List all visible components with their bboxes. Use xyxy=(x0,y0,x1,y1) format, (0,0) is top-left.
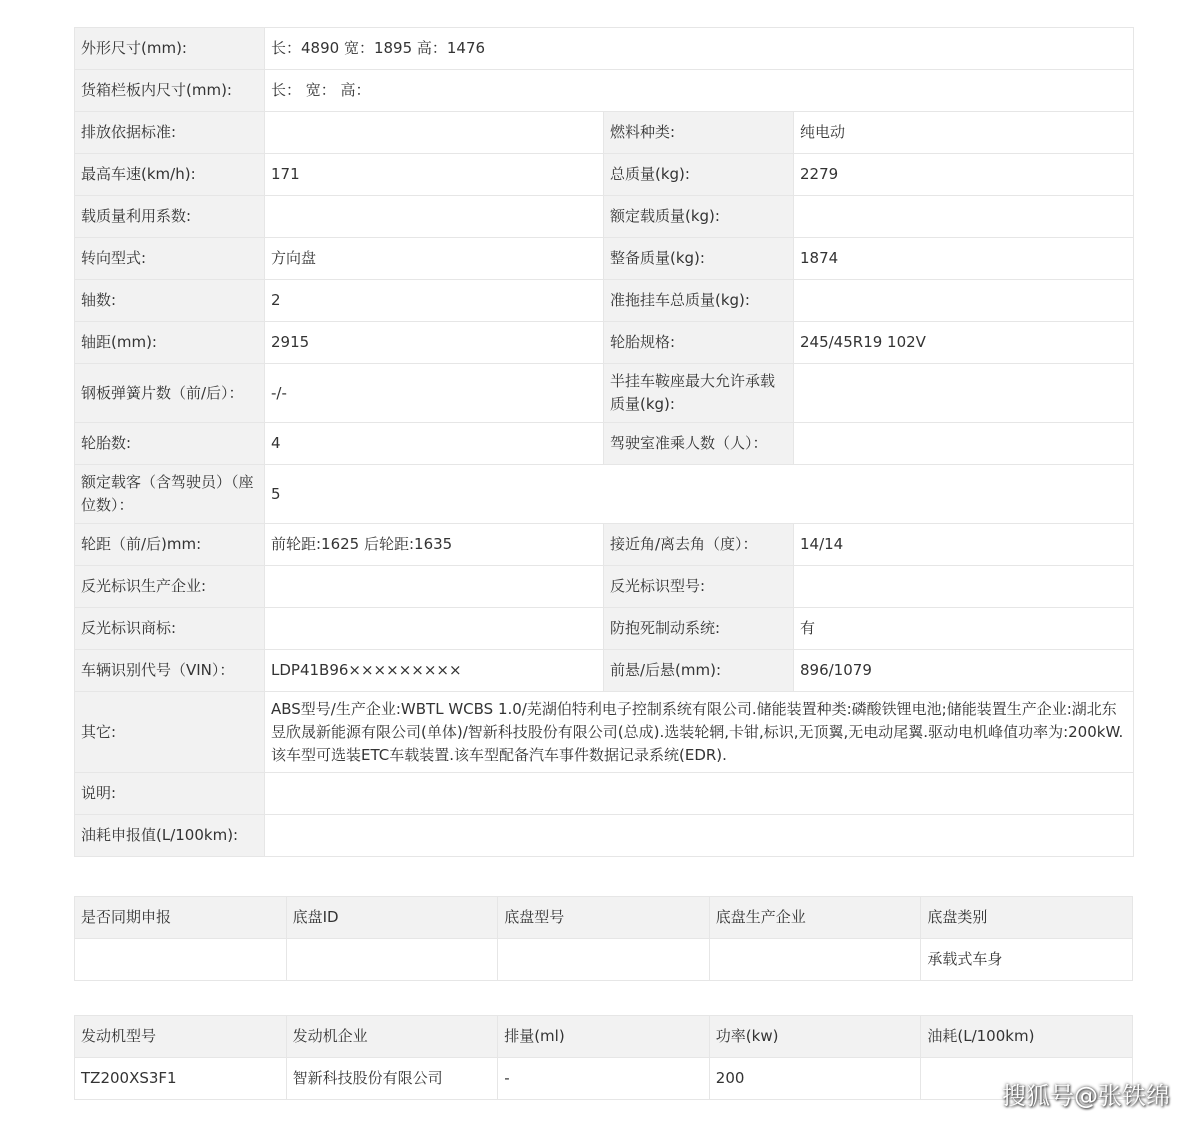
spec-value xyxy=(794,196,1134,238)
spec-row xyxy=(75,815,1134,857)
spec-value: 长： 宽： 高： xyxy=(265,70,1134,112)
spec-row xyxy=(75,524,1134,566)
spec-row xyxy=(75,70,1134,112)
spec-value: -/- xyxy=(265,364,604,423)
chassis-cell xyxy=(75,939,287,981)
chassis-cell: 承载式车身 xyxy=(921,939,1133,981)
chassis-cell xyxy=(709,939,921,981)
spec-value: 14/14 xyxy=(794,524,1134,566)
spec-value xyxy=(265,608,604,650)
spec-value: 2 xyxy=(265,280,604,322)
spec-label: 轮距（前/后)mm: xyxy=(75,524,265,566)
spec-label: 货箱栏板内尺寸(mm): xyxy=(75,70,265,112)
spec-row xyxy=(75,566,1134,608)
spec-label: 其它: xyxy=(75,692,265,773)
chassis-header-row xyxy=(75,897,1133,939)
spec-value: 1874 xyxy=(794,238,1134,280)
spec-value xyxy=(265,815,1134,857)
spec-label: 额定载质量(kg): xyxy=(604,196,794,238)
spec-value: 纯电动 xyxy=(794,112,1134,154)
spec-row xyxy=(75,280,1134,322)
spec-row xyxy=(75,238,1134,280)
engine-table xyxy=(74,1015,1133,1100)
spec-label: 反光标识型号: xyxy=(604,566,794,608)
spec-row xyxy=(75,196,1134,238)
spec-label: 轴数: xyxy=(75,280,265,322)
spec-value: 245/45R19 102V xyxy=(794,322,1134,364)
spec-value xyxy=(794,280,1134,322)
engine-data-row xyxy=(75,1058,1133,1100)
spec-value: LDP41B96××××××××× xyxy=(265,650,604,692)
engine-header-cell: 功率(kw) xyxy=(709,1016,921,1058)
spec-value xyxy=(265,196,604,238)
spec-value xyxy=(794,566,1134,608)
spec-row xyxy=(75,322,1134,364)
spec-label: 整备质量(kg): xyxy=(604,238,794,280)
spec-value: 有 xyxy=(794,608,1134,650)
spec-value: 171 xyxy=(265,154,604,196)
spec-label: 额定载客（含驾驶员）（座位数）： xyxy=(75,465,265,524)
spec-row xyxy=(75,154,1134,196)
spec-row xyxy=(75,364,1134,423)
spec-label: 载质量利用系数: xyxy=(75,196,265,238)
spec-value xyxy=(794,364,1134,423)
spec-value: 方向盘 xyxy=(265,238,604,280)
spec-value: 长：4890 宽：1895 高：1476 xyxy=(265,28,1134,70)
spec-label: 反光标识生产企业: xyxy=(75,566,265,608)
spec-label: 驾驶室准乘人数（人）： xyxy=(604,423,794,465)
spec-value xyxy=(265,773,1134,815)
spec-label: 外形尺寸(mm): xyxy=(75,28,265,70)
spec-label: 准拖挂车总质量(kg): xyxy=(604,280,794,322)
spec-label: 钢板弹簧片数（前/后）： xyxy=(75,364,265,423)
spec-label: 说明: xyxy=(75,773,265,815)
spec-label: 转向型式: xyxy=(75,238,265,280)
spec-value xyxy=(265,112,604,154)
spec-value: 2279 xyxy=(794,154,1134,196)
chassis-header-cell: 是否同期申报 xyxy=(75,897,287,939)
engine-header-cell: 发动机型号 xyxy=(75,1016,287,1058)
spec-value: 前轮距:1625 后轮距:1635 xyxy=(265,524,604,566)
spec-label: 油耗申报值(L/100km): xyxy=(75,815,265,857)
spec-label: 接近角/离去角（度）： xyxy=(604,524,794,566)
spec-value: 4 xyxy=(265,423,604,465)
chassis-cell xyxy=(286,939,498,981)
spec-label: 防抱死制动系统: xyxy=(604,608,794,650)
spec-label: 排放依据标准: xyxy=(75,112,265,154)
spec-row xyxy=(75,650,1134,692)
spec-label: 总质量(kg): xyxy=(604,154,794,196)
engine-header-cell: 排量(ml) xyxy=(498,1016,710,1058)
engine-cell: 200 xyxy=(709,1058,921,1100)
spec-value: 896/1079 xyxy=(794,650,1134,692)
vehicle-spec-table xyxy=(74,27,1134,857)
spec-row xyxy=(75,28,1134,70)
engine-cell: 智新科技股份有限公司 xyxy=(286,1058,498,1100)
chassis-header-cell: 底盘生产企业 xyxy=(709,897,921,939)
spec-label: 车辆识别代号（VIN）： xyxy=(75,650,265,692)
spec-value xyxy=(265,566,604,608)
spec-label: 前悬/后悬(mm): xyxy=(604,650,794,692)
spec-label: 轮胎数: xyxy=(75,423,265,465)
engine-header-cell: 油耗(L/100km) xyxy=(921,1016,1133,1058)
spec-label: 轮胎规格: xyxy=(604,322,794,364)
engine-header-row xyxy=(75,1016,1133,1058)
spec-label: 轴距(mm): xyxy=(75,322,265,364)
chassis-table xyxy=(74,896,1133,981)
spec-value: 5 xyxy=(265,465,1134,524)
chassis-header-cell: 底盘类别 xyxy=(921,897,1133,939)
spec-row xyxy=(75,608,1134,650)
spec-row xyxy=(75,692,1134,773)
spec-row xyxy=(75,423,1134,465)
chassis-cell xyxy=(498,939,710,981)
spec-row xyxy=(75,112,1134,154)
engine-cell: - xyxy=(498,1058,710,1100)
chassis-header-cell: 底盘型号 xyxy=(498,897,710,939)
engine-header-cell: 发动机企业 xyxy=(286,1016,498,1058)
watermark: 搜狐号@张铁绵 xyxy=(1002,1082,1170,1110)
spec-row xyxy=(75,465,1134,524)
spec-label: 半挂车鞍座最大允许承载质量(kg): xyxy=(604,364,794,423)
spec-label: 最高车速(km/h): xyxy=(75,154,265,196)
spec-label: 燃料种类: xyxy=(604,112,794,154)
chassis-data-row xyxy=(75,939,1133,981)
spec-value: 2915 xyxy=(265,322,604,364)
spec-label: 反光标识商标: xyxy=(75,608,265,650)
spec-row xyxy=(75,773,1134,815)
spec-value xyxy=(794,423,1134,465)
spec-value: ABS型号/生产企业:WBTL WCBS 1.0/芜湖伯特利电子控制系统有限公司.储能装置种类:磷酸铁锂电池;储能装置生产企业:湖北东昱欣晟新能源有限公司(单体)/智新科技股份有限公司(总成).选装轮辋,卡钳,标识,无顶翼,无电动尾翼.驱动电机峰值功率为:200kW.该车型可选装ETC车载装置.该车型配备汽车事件数据记录系统(EDR). xyxy=(265,692,1134,773)
chassis-header-cell: 底盘ID xyxy=(286,897,498,939)
engine-cell: TZ200XS3F1 xyxy=(75,1058,287,1100)
